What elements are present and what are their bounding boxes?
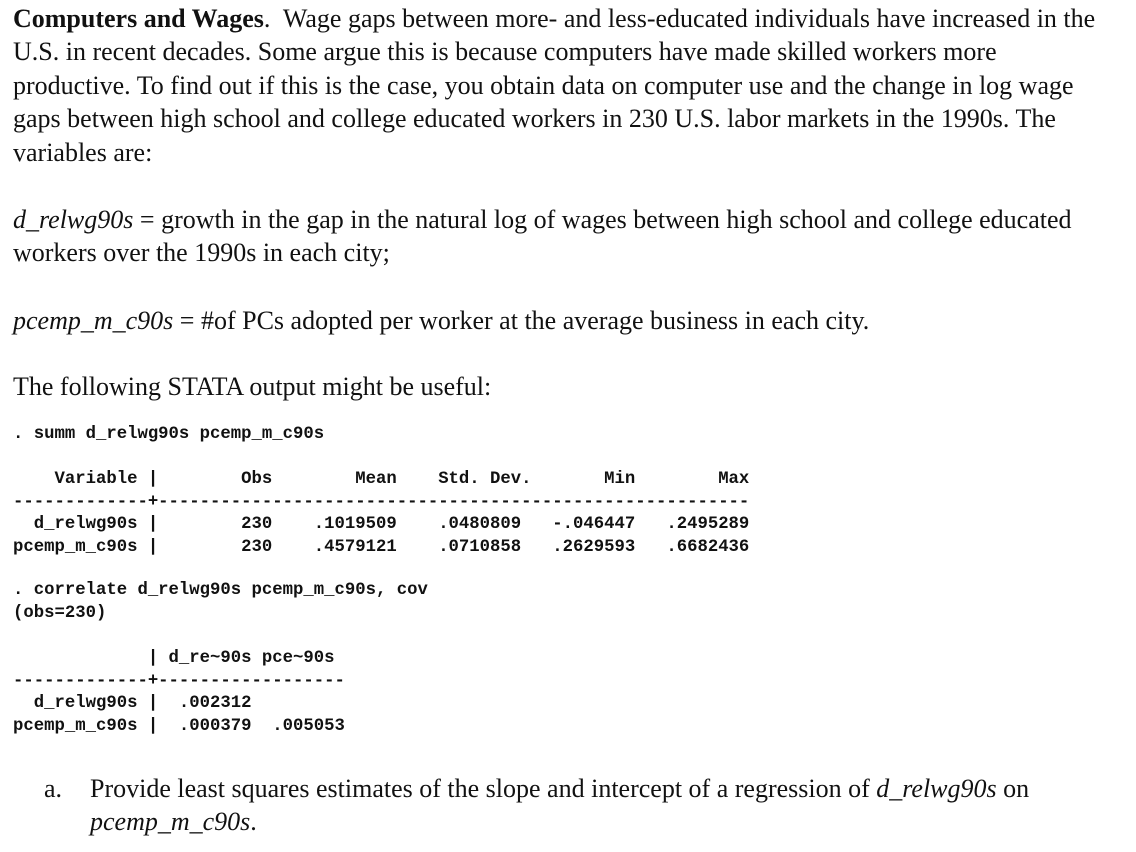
section-title-period: . [263, 4, 271, 33]
question-text [90, 772, 1090, 839]
definition-pcemp-m-c90s [13, 304, 1113, 337]
cov-table-row: pcemp_m_c90s | .000379 .005053 [13, 716, 345, 736]
definition-d-relwg90s [13, 203, 1113, 270]
section-title: Computers and Wages [13, 4, 264, 33]
intro-paragraph [13, 2, 1113, 169]
cov-table-header: | d_re~90s pce~90s [13, 649, 335, 668]
variable-name: pcemp_m_c90s [13, 306, 174, 335]
question-var-y: d_relwg90s [876, 774, 997, 803]
stata-correlate-block [13, 580, 428, 625]
question-text-middle: on [996, 774, 1030, 803]
variable-name: d_relwg90s [13, 205, 134, 234]
stata-obs-line: (obs=230) [13, 603, 107, 623]
summary-table-row: pcemp_m_c90s | 230 .4579121 .0710858 .2629593 .6682436 [13, 537, 750, 557]
question-letter: a. [44, 774, 63, 803]
summary-table-row: d_relwg90s | 230 .1019509 .0480809 -.046447 .2495289 [13, 515, 750, 535]
intro-text: Wage gaps between more- and less-educated individuals have increased in the U.S. in recent decades. Some argue this is because computers have made skilled workers more productive. To find out if this is the case, you obtain data on computer use and the change in log wage gaps between high school and college educated workers in 230 U.S. labor markets in the 1990s. The variables are: [13, 4, 1096, 167]
equals-sign: = [173, 306, 201, 335]
question-text-start: Provide least squares estimates of the slope and intercept of a regression of [90, 774, 877, 803]
question-text-end: . [250, 807, 257, 837]
summary-table-header: Variable | Obs Mean Std. Dev. Min Max [13, 470, 750, 489]
stata-covariance-table [13, 648, 345, 738]
question-var-x: pcemp_m_c90s [90, 807, 251, 837]
variable-description: growth in the gap in the natural log of wages between high school and college educated workers over the 1990s in each city; [13, 205, 1072, 268]
equals-sign: = [133, 205, 162, 234]
stata-correlate-command: . correlate d_relwg90s pcemp_m_c90s, cov [13, 581, 428, 600]
cov-table-row: d_relwg90s | .002312 [13, 694, 252, 714]
stata-summ-command: . summ d_relwg90s pcemp_m_c90s [13, 425, 325, 444]
summary-table-separator: -------------+--------------------------------------------------------- [13, 492, 750, 512]
stata-summary-table [13, 469, 749, 559]
cov-table-separator: -------------+------------------ [13, 671, 345, 691]
variable-description: #of PCs adopted per worker at the average business in each city. [200, 306, 870, 335]
stata-intro-text: The following STATA output might be useful: [13, 372, 492, 401]
